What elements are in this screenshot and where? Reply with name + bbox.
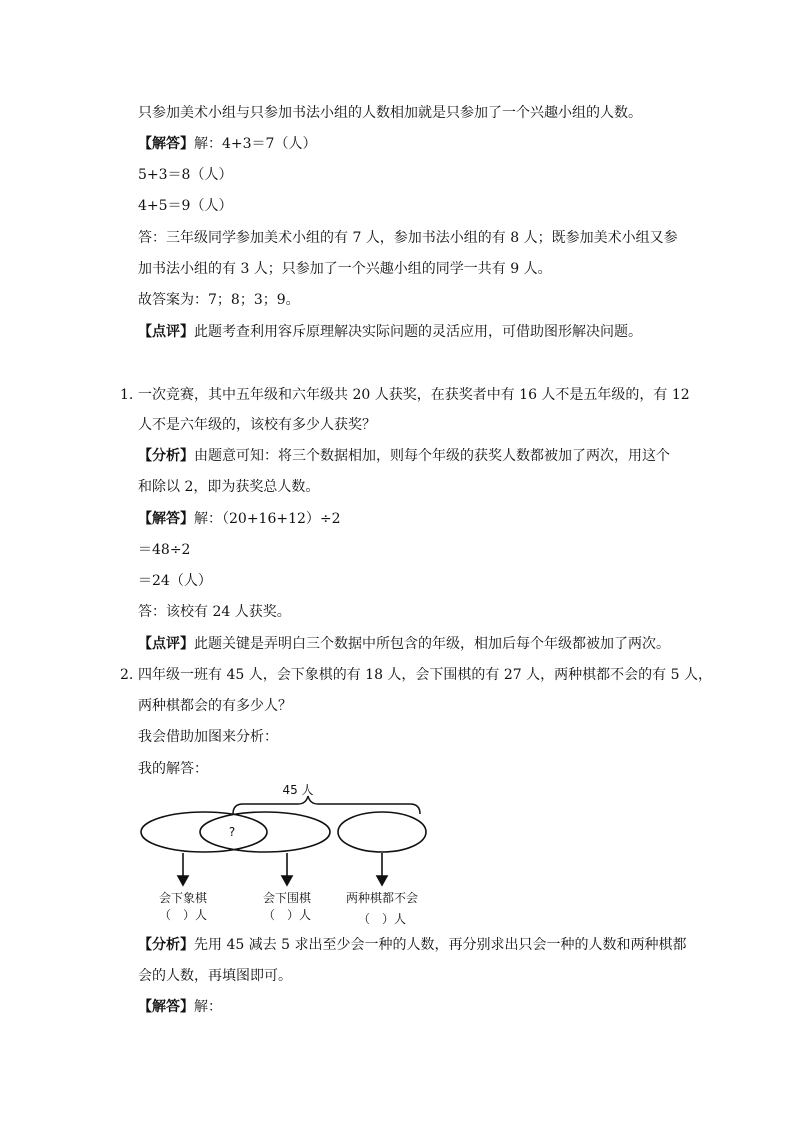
analysis-line: 和除以 2，即为获奖总人数。 [138, 479, 320, 495]
prompt-line: 我会借助加图来分析： [138, 729, 278, 745]
analysis-line: 会的人数，再填图即可。 [138, 968, 292, 984]
solution-tag: 【解答】 [138, 999, 194, 1015]
comment-line: 【点评】此题关键是弄明白三个数据中所包含的年级，相加后每个年级都被加了两次。 [138, 636, 670, 652]
comment-tag: 【点评】 [138, 324, 194, 340]
solution-line: 5+3＝8（人） [138, 167, 233, 183]
analysis-tag: 【分析】 [138, 448, 194, 464]
blank-neither: （ ）人 [357, 912, 407, 926]
total-label: 45 人 [282, 783, 314, 797]
question-text: 一次竞赛，其中五年级和六年级共 20 人获奖，在获奖者中有 16 人不是五年级的，有 12 [138, 387, 690, 403]
label-neither: 两种棋都不会 [345, 891, 419, 905]
final-answer: 故答案为：7；8；3；9。 [138, 292, 300, 308]
analysis-line: 【分析】由题意可知：将三个数据相加，则每个年级的获奖人数都被加了两次，用这个 [138, 448, 670, 464]
prompt-line: 我的解答： [138, 761, 208, 777]
label-go: 会下围棋 [262, 891, 312, 905]
comment-line: 【点评】此题考查利用容斥原理解决实际问题的灵活应用，可借助图形解决问题。 [138, 324, 642, 340]
label-chess: 会下象棋 [158, 891, 208, 905]
analysis-line: 【分析】先用 45 减去 5 求出至少会一种的人数，再分别求出只会一种的人数和两种棋都 [138, 937, 687, 953]
question-text: 四年级一班有 45 人，会下象棋的有 18 人，会下围棋的有 27 人，两种棋都不会的有 5 人， [138, 667, 712, 683]
question-text: 两种棋都会的有多少人？ [138, 698, 292, 714]
question-number: 1. [120, 387, 134, 403]
solution-line: ＝48÷2 [138, 542, 191, 558]
blank-chess: （ ）人 [158, 908, 208, 922]
analysis-tag: 【分析】 [138, 937, 194, 953]
blank-go: （ ）人 [262, 908, 312, 922]
solution-line: 4+5＝9（人） [138, 198, 233, 214]
venn-figure [138, 778, 438, 928]
text-line: 只参加美术小组与只参加书法小组的人数相加就是只参加了一个兴趣小组的人数。 [138, 105, 642, 121]
question-number: 2. [120, 667, 134, 683]
chess-ellipse [141, 812, 267, 852]
solution-tag: 【解答】 [138, 511, 194, 527]
neither-ellipse [338, 812, 426, 852]
solution-line: 【解答】解：（20+16+12）÷2 [138, 511, 341, 527]
solution-tag: 【解答】 [138, 136, 194, 152]
comment-tag: 【点评】 [138, 636, 194, 652]
solution-line: 【解答】解： [138, 999, 222, 1015]
answer-line: 答：三年级同学参加美术小组的有 7 人，参加书法小组的有 8 人；既参加美术小组又参 [138, 230, 678, 246]
question-text: 人不是六年级的，该校有多少人获奖？ [138, 417, 376, 433]
answer-line: 加书法小组的有 3 人；只参加了一个兴趣小组的同学一共有 9 人。 [138, 261, 552, 277]
answer-line: 答：该校有 24 人获奖。 [138, 604, 291, 620]
solution-line: 【解答】解：4+3＝7（人） [138, 136, 317, 152]
solution-line: ＝24（人） [138, 573, 212, 589]
go-ellipse [200, 812, 330, 852]
overlap-question-mark: ? [228, 825, 236, 839]
